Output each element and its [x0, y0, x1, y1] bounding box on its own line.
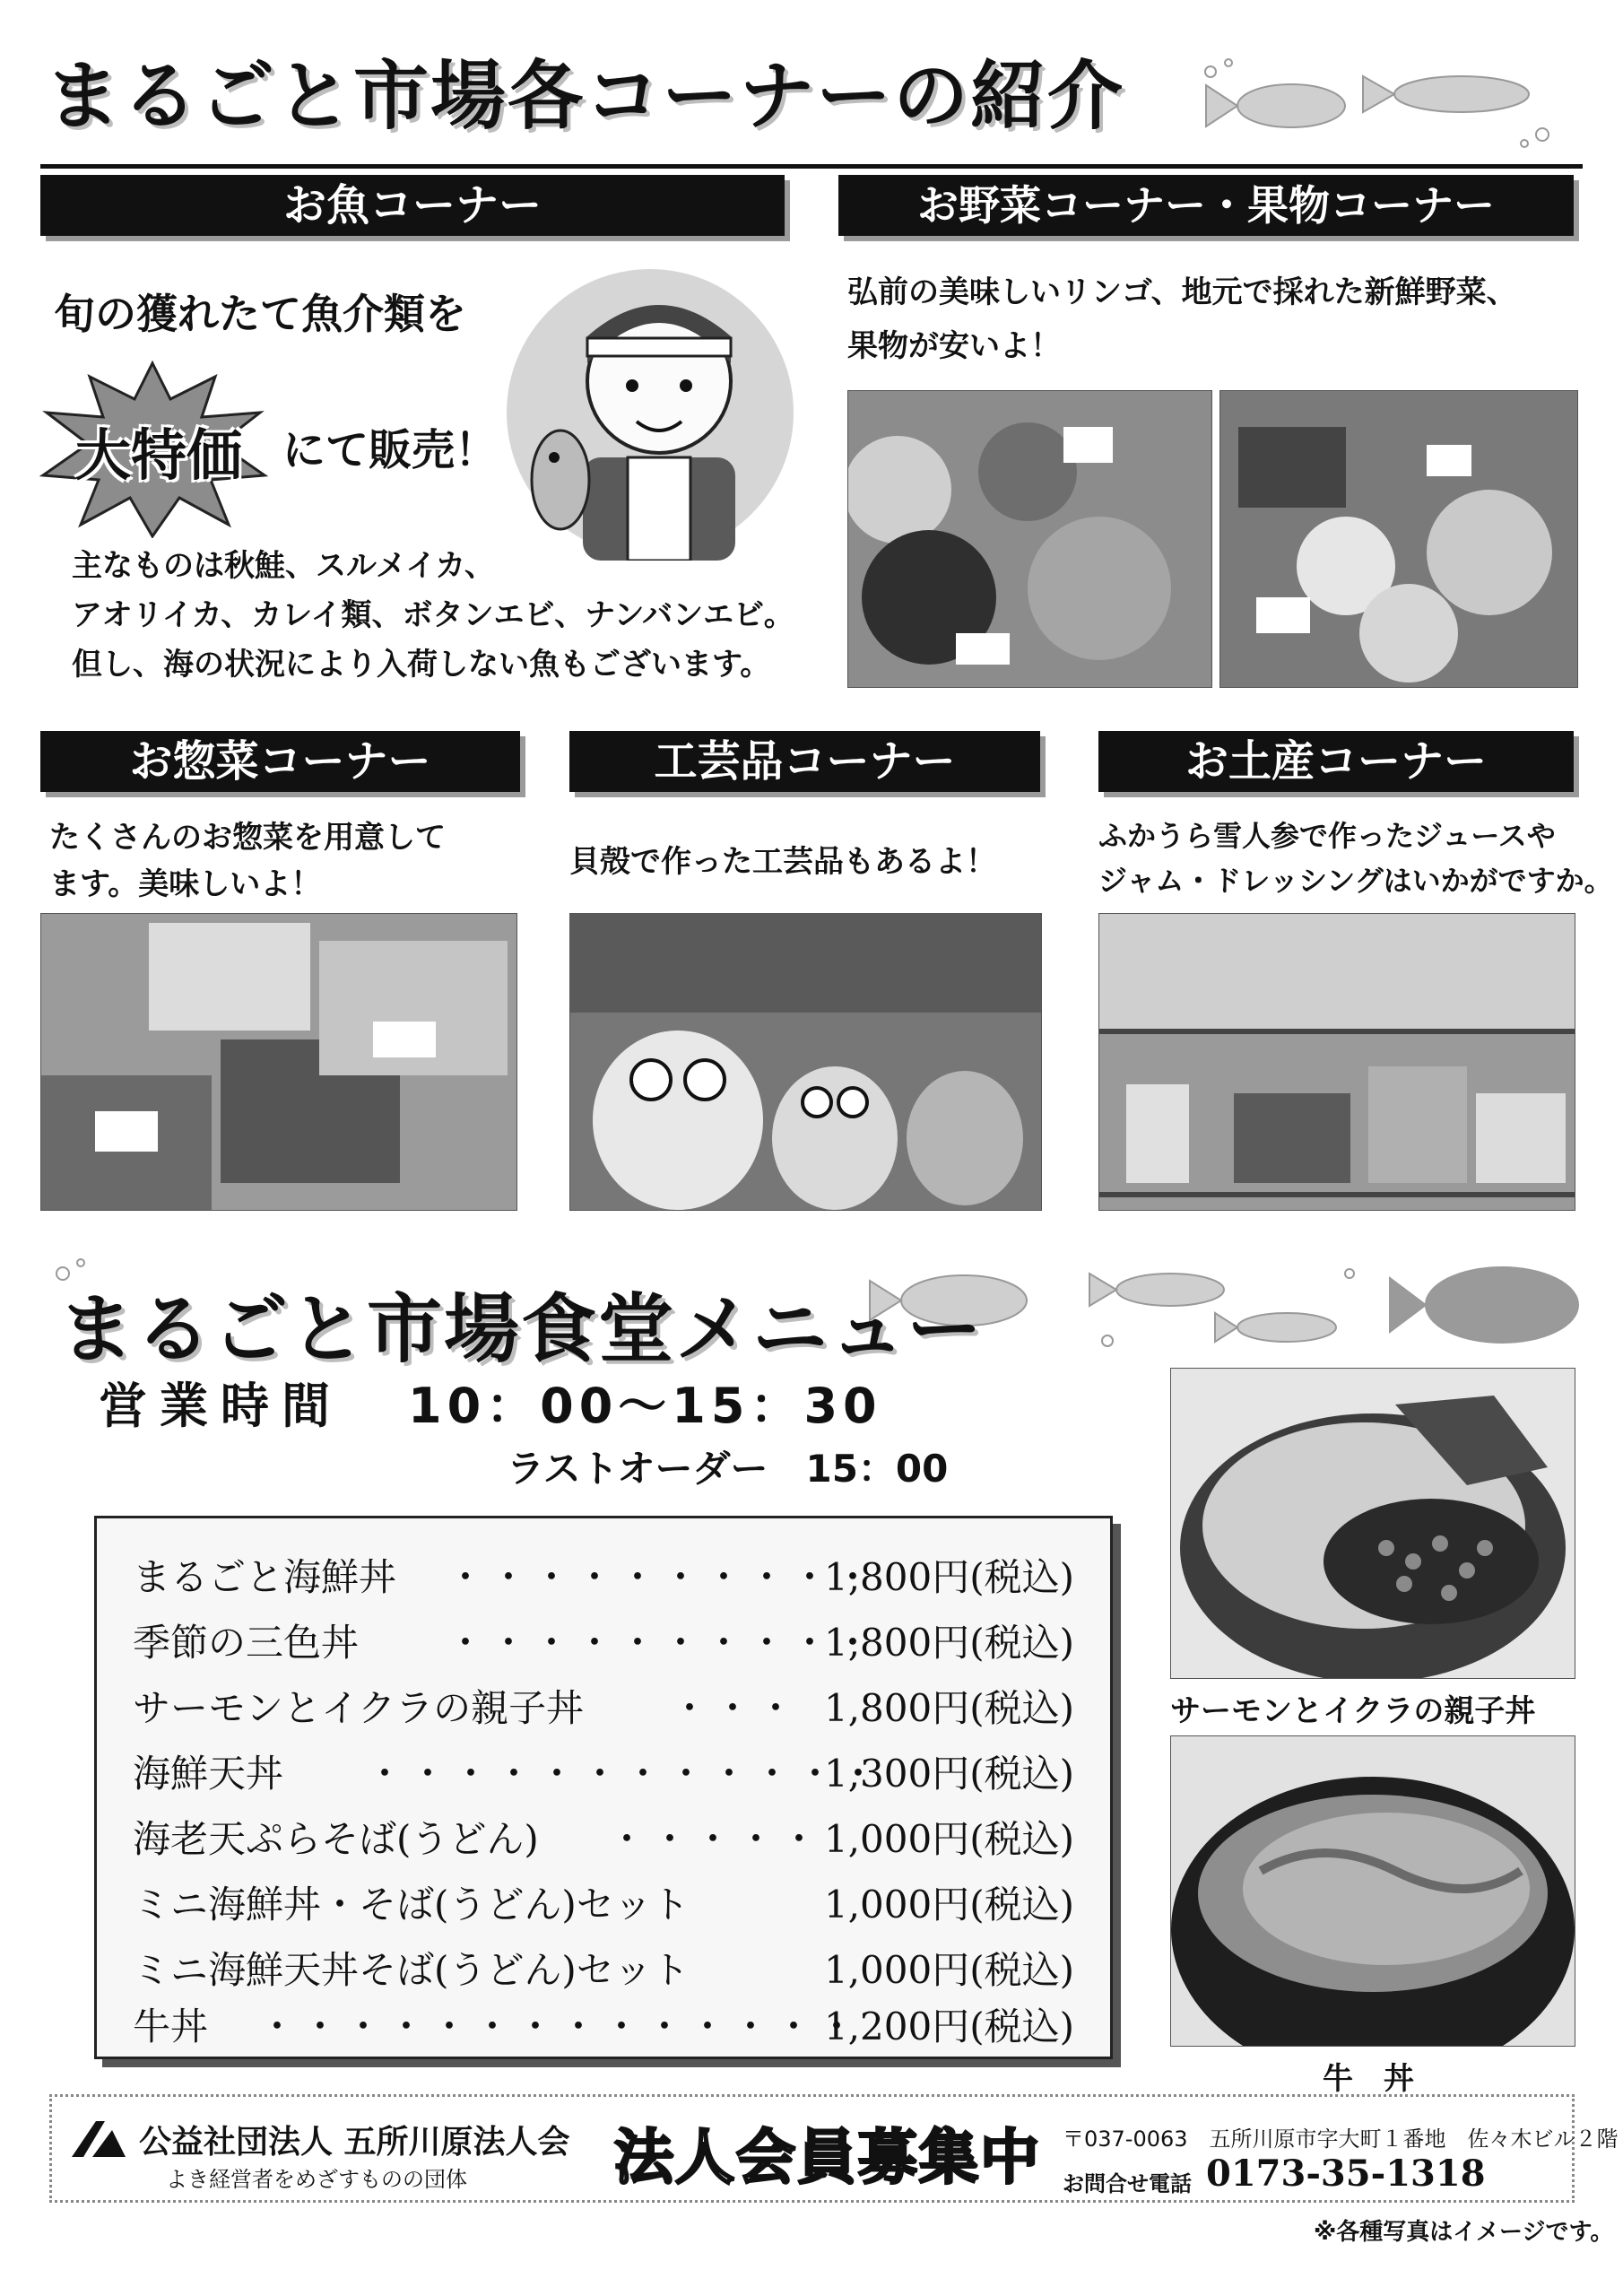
- menu-item-name: ミニ海鮮丼・そば(うどん)セット: [133, 1883, 690, 1926]
- souzai-body-line-1: たくさんのお惣菜を用意して: [49, 820, 446, 856]
- menu-box: [94, 1516, 1113, 2059]
- veg-body-line-1: 弘前の美味しいリンゴ、地元で採れた新鮮野菜、: [847, 274, 1517, 310]
- menu-item: [133, 1934, 1074, 1998]
- menu-item-name: 季節の三色丼: [133, 1621, 360, 1665]
- menu-item-price: 1,000円(税込): [823, 1948, 1074, 1992]
- omiyage-body-line-2: ジャム・ドレッシングはいかがですか。: [1098, 864, 1613, 898]
- kougei-photo: [569, 913, 1042, 1211]
- last-order: ラストオーダー 15：00: [507, 1447, 949, 1491]
- fish-body-line-1: 主なものは秋鮭、スルメイカ、: [72, 548, 495, 584]
- menu-item-price: 1,000円(税込): [823, 1817, 1074, 1861]
- fish-body-line-3: 但し、海の状況により入荷しない魚もございます。: [72, 647, 771, 683]
- fish-body-line-2: アオリイカ、カレイ類、ボタンエビ、ナンバンエビ。: [72, 597, 794, 633]
- menu-item: [133, 1672, 1074, 1736]
- vegetable-photo: [1219, 390, 1578, 688]
- menu-item-name: まるごと海鮮丼: [133, 1555, 397, 1599]
- title-underline: [40, 164, 1583, 169]
- souzai-photo: [40, 913, 517, 1211]
- menu-item-name: 海鮮天丼: [133, 1752, 284, 1796]
- menu-item-price: 1,800円(税込): [823, 1555, 1074, 1599]
- kougei-body-line-1: 貝殻で作った工芸品もあるよ！: [569, 844, 996, 880]
- fish-decoration-icon: [1193, 54, 1569, 152]
- menu-item-price: 1,800円(税込): [823, 1621, 1074, 1665]
- contact-label: お問合せ電話: [1063, 2171, 1192, 2196]
- veg-corner-header: お野菜コーナー・果物コーナー: [838, 175, 1574, 236]
- houjinkai-logo-icon: [67, 2117, 130, 2161]
- menu-item: [133, 1868, 1074, 1933]
- menu-item: [133, 1803, 1074, 1867]
- gyudon-photo: [1170, 1735, 1575, 2047]
- fishmonger-illustration-icon: [502, 265, 798, 561]
- hours-label: 営業時間: [99, 1378, 343, 1434]
- section-title-menu: まるごと市場食堂メニュー: [58, 1285, 985, 1373]
- bargain-badge-text: 大特価: [74, 422, 242, 488]
- org-tagline: よき経営者をめざすものの団体: [166, 2167, 467, 2192]
- menu-item-price: 1,300円(税込): [823, 1752, 1074, 1796]
- section-title-corners: まるごと市場各コーナーの紹介: [45, 52, 1125, 140]
- menu-item-price: 1,000円(税込): [823, 1883, 1074, 1926]
- souzai-body-line-2: ます。美味しいよ！: [49, 866, 322, 902]
- omiyage-photo: [1098, 913, 1575, 1211]
- menu-item: [133, 1990, 1074, 2055]
- menu-item: [133, 1541, 1074, 1605]
- fruit-photo: [847, 390, 1212, 688]
- org-name: 公益社団法人 五所川原法人会: [139, 2124, 570, 2161]
- fish-corner-header: お魚コーナー: [40, 175, 785, 236]
- omiyage-corner-header: お土産コーナー: [1098, 731, 1574, 792]
- image-note: ※各種写真はイメージです。: [1314, 2219, 1614, 2246]
- menu-leader-dots: ・・・・・・・・・・: [447, 1555, 878, 1599]
- menu-item-name: サーモンとイクラの親子丼: [133, 1686, 585, 1730]
- menu-item: [133, 1606, 1074, 1671]
- menu-item-name: 海老天ぷらそば(うどん): [133, 1817, 539, 1861]
- menu-item-price: 1,200円(税込): [823, 2005, 1074, 2048]
- recruit-text: 法人会員募集中: [614, 2123, 1041, 2192]
- footer-address: 〒037-0063 五所川原市字大町１番地 佐々木ビル２階: [1063, 2126, 1619, 2152]
- oyakodon-caption: サーモンとイクラの親子丼: [1170, 1693, 1536, 1729]
- contact-phone: 0173-35-1318: [1206, 2152, 1486, 2195]
- menu-item-name: 牛丼: [133, 2005, 209, 2048]
- fish-lead-text: 旬の獲れたて魚介類を: [54, 290, 466, 338]
- menu-item-price: 1,800円(税込): [823, 1686, 1074, 1730]
- omiyage-body-line-1: ふかうら雪人参で作ったジュースや: [1098, 819, 1556, 853]
- menu-leader-dots: ・・・・・: [608, 1817, 824, 1861]
- souzai-corner-header: お惣菜コーナー: [40, 731, 520, 792]
- menu-leader-dots: ・・・・・・・・・・・・・・: [258, 2005, 862, 2048]
- fish-sale-text: にて販売！: [282, 425, 499, 475]
- hours-time: 10：00〜15：30: [408, 1378, 882, 1434]
- menu-leader-dots: ・・・: [671, 1686, 801, 1730]
- menu-leader-dots: ・・・・・・・・・・: [447, 1621, 878, 1665]
- menu-item: [133, 1737, 1074, 1802]
- oyakodon-photo: [1170, 1368, 1575, 1679]
- menu-item-name: ミニ海鮮天丼そば(うどん)セット: [133, 1948, 690, 1992]
- kougei-corner-header: 工芸品コーナー: [569, 731, 1040, 792]
- menu-leader-dots: ・・・・・・・・・・・・: [366, 1752, 883, 1796]
- gyudon-caption: 牛 丼: [1323, 2061, 1414, 2097]
- veg-body-line-2: 果物が安いよ！: [847, 328, 1061, 364]
